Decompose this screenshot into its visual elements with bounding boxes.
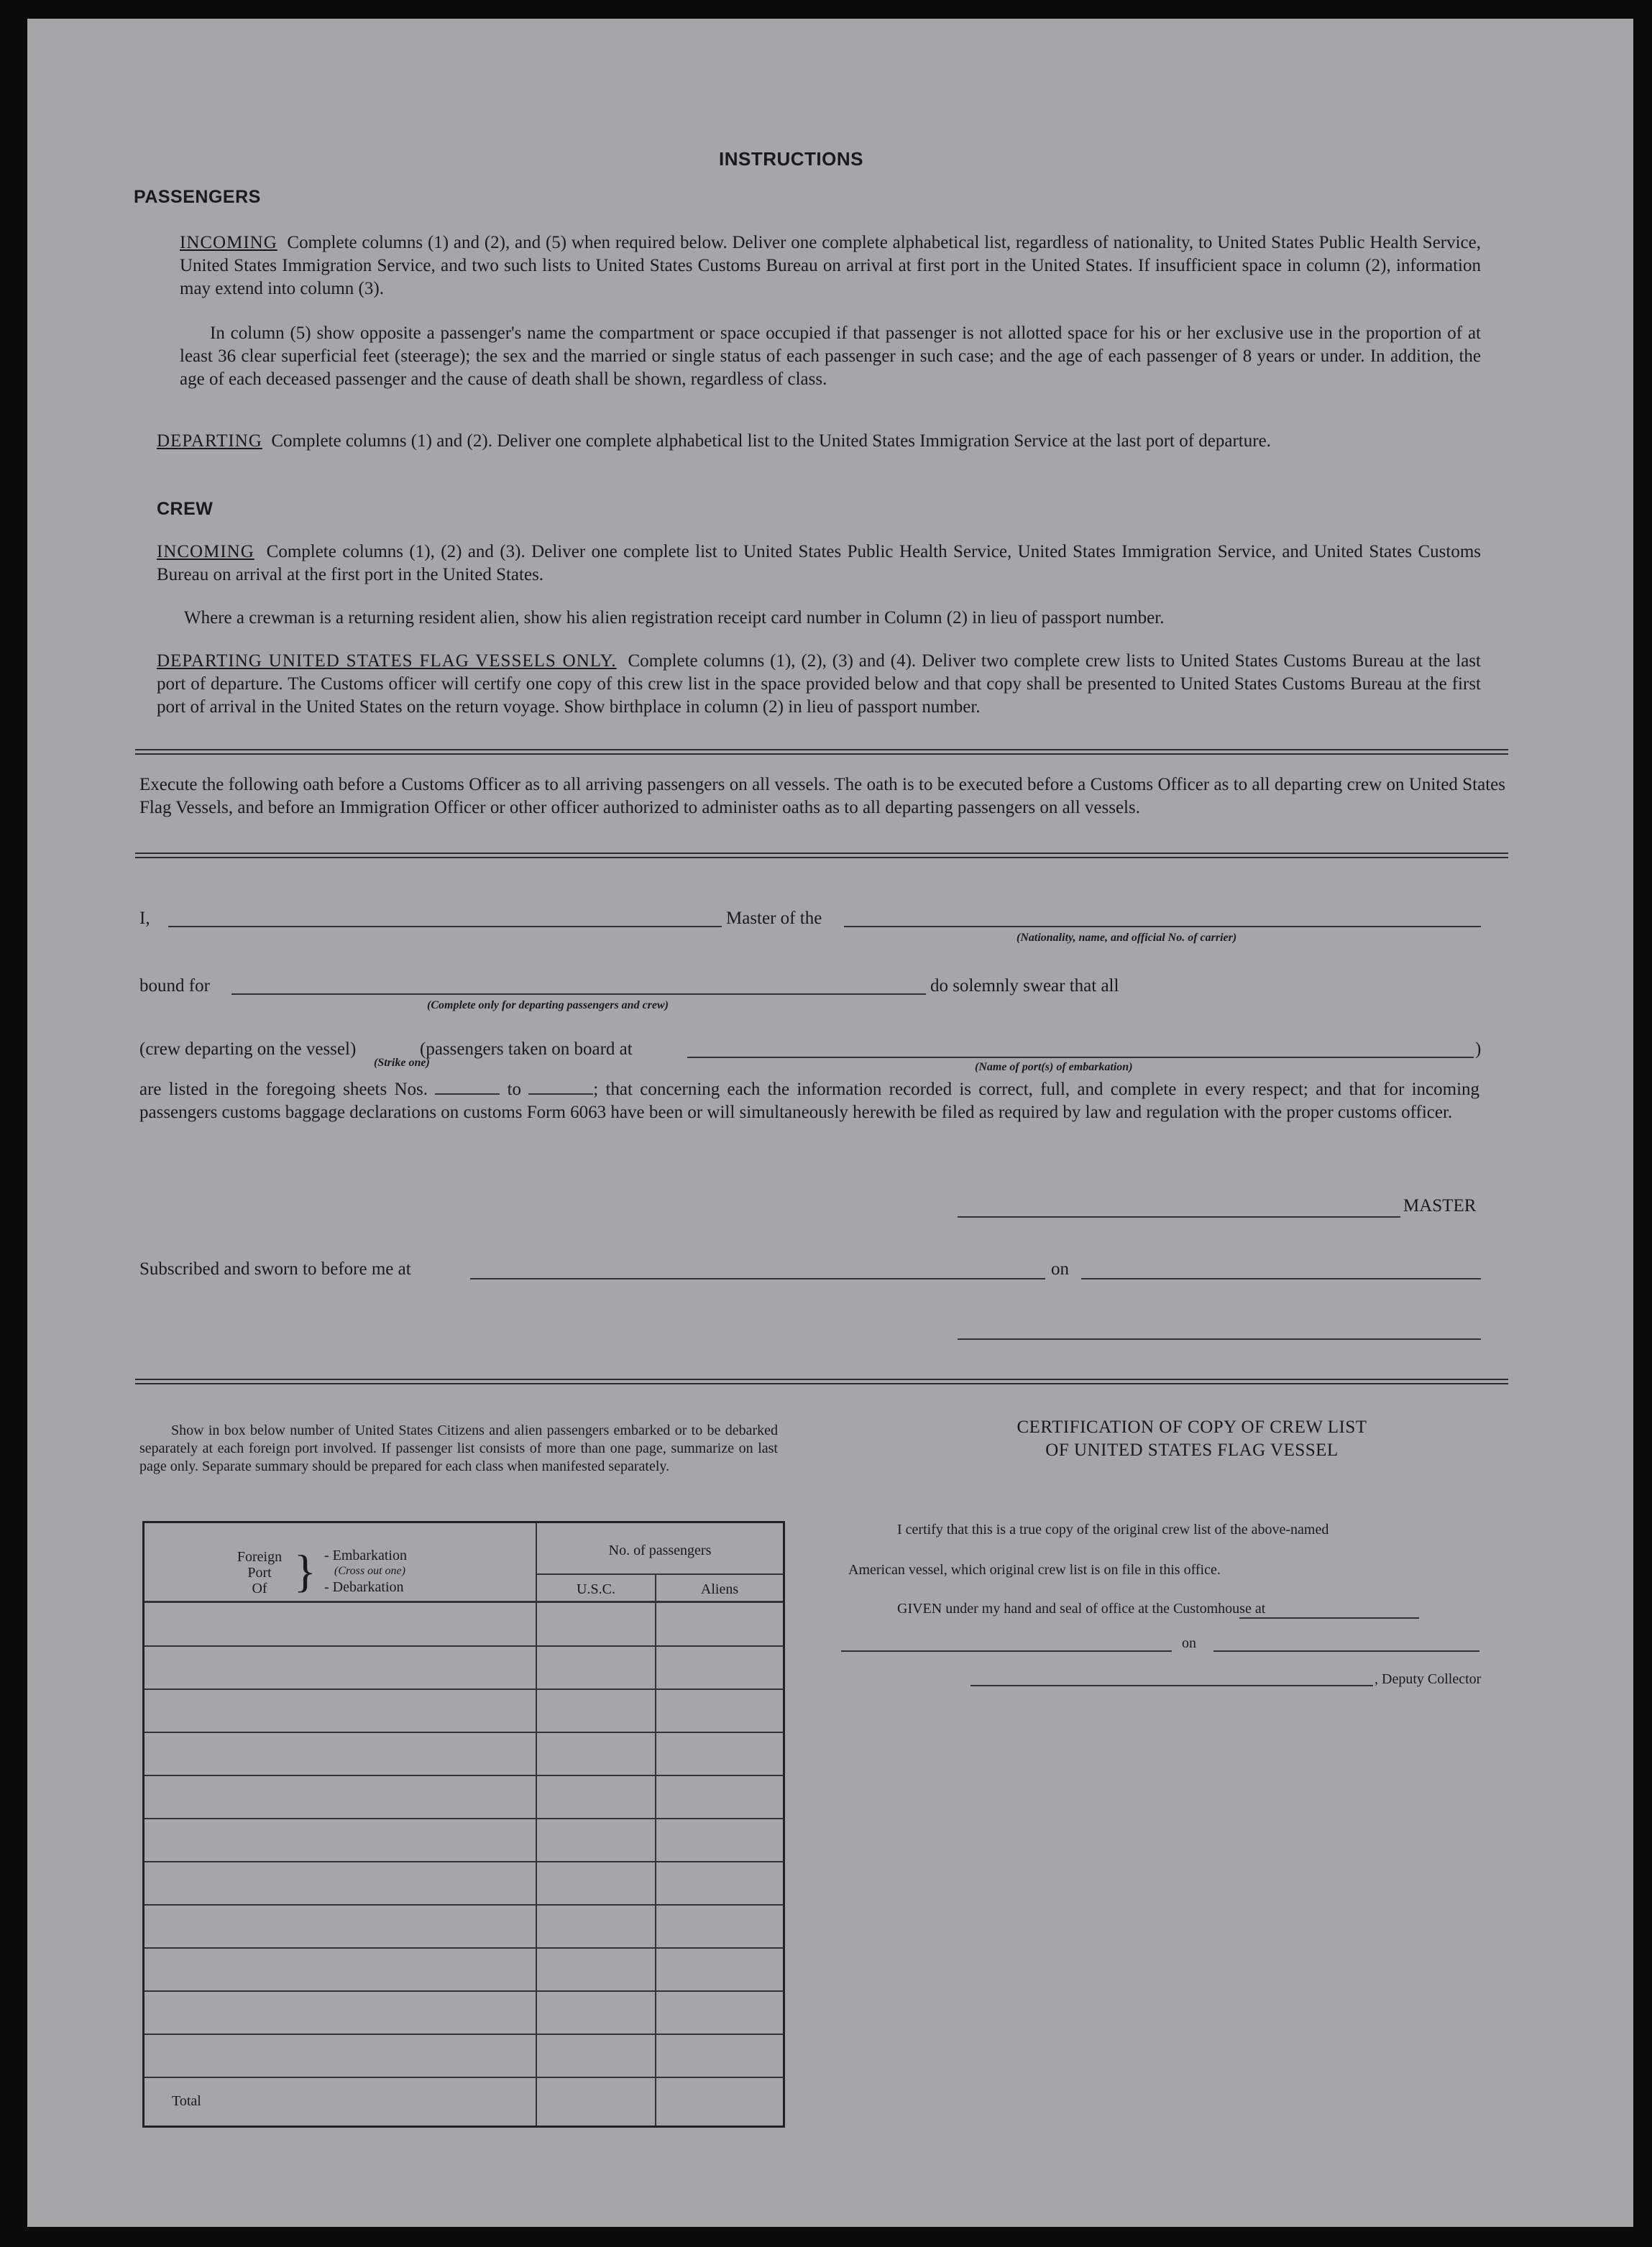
foreign-label: Foreign (237, 1549, 283, 1565)
crew-alien-paragraph: Where a crewman is a returning resident alien, show his alien registration receipt card number in Column (2) in lieu of passport number. (184, 608, 1165, 628)
deputy-signature-field[interactable] (970, 1685, 1373, 1686)
debarkation-label: - Debarkation (324, 1579, 404, 1595)
master-of-the-label: Master of the (726, 909, 822, 928)
carrier-caption: (Nationality, name, and official No. of carrier) (1017, 932, 1237, 944)
certification-date-field[interactable] (1213, 1650, 1479, 1652)
swear-text: do solemnly swear that all (930, 976, 1119, 996)
crew-departing-label: DEPARTING UNITED STATES FLAG VESSELS ONLY. (157, 651, 617, 671)
of-label: Of (252, 1581, 267, 1596)
sheet-to-field[interactable] (528, 1083, 593, 1095)
strike-one-caption: (Strike one) (374, 1057, 430, 1069)
officer-signature-field[interactable] (958, 1338, 1481, 1340)
passengers-incoming-label: INCOMING (180, 233, 277, 252)
customhouse-field[interactable] (1239, 1617, 1419, 1619)
total-label: Total (172, 2093, 201, 2109)
no-of-passengers-header: No. of passengers (608, 1543, 712, 1558)
divider (135, 857, 1508, 858)
sheet-from-field[interactable] (435, 1083, 500, 1095)
ports-caption: (Name of port(s) of embarkation) (975, 1061, 1133, 1073)
table-row (144, 1775, 783, 1776)
port-label: Port (247, 1565, 272, 1581)
table-col-divider (536, 1523, 537, 2126)
port-header (231, 1549, 288, 1596)
certification-place-field[interactable] (841, 1650, 1172, 1652)
passengers-incoming-paragraph (180, 231, 1481, 300)
oath-i: I, (139, 909, 150, 928)
crew-departing-text: Complete columns (1), (2), (3) and (4). Deliver two complete crew lists to United States Customs Bureau at the last port of departure. The Customs officer will certify one copy of this crew list in the space provided below and that copy shall be presented to United States Customs Bureau at the first port of arrival in the United States on the return voyage. Show birthplace in column (2) in lieu of passport number. (157, 651, 1481, 717)
crew-heading: CREW (157, 499, 214, 519)
summary-instructions: Show in box below number of United States Citizens and alien passengers embarked or to be debarked separately at each foreign port involved. If passenger list consists of more than one page, summarize on last page only. Separate summary should be prepared for each class when manifested separately. (139, 1423, 778, 1474)
master-name-field[interactable] (168, 926, 722, 927)
certify-line2: American vessel, which original crew list is on file in this office. (848, 1562, 1221, 1578)
divider (135, 853, 1508, 854)
table-row (144, 1947, 783, 1949)
subscribed-label: Subscribed and sworn to before me at (139, 1259, 411, 1279)
certification-title (962, 1416, 1422, 1462)
bound-caption: (Complete only for departing passengers and crew) (427, 999, 669, 1011)
listed-text-a: are listed in the foregoing sheets Nos. (139, 1080, 428, 1099)
carrier-field[interactable] (844, 926, 1481, 927)
certification-title-line1: CERTIFICATION OF COPY OF CREW LIST (1017, 1417, 1367, 1437)
subscribed-date-field[interactable] (1081, 1278, 1481, 1279)
passengers-incoming-text: Complete columns (1) and (2), and (5) when required below. Deliver one complete alphabetical list, regardless of nationality, to United States Public Health Service, United States Immigration Service, and two such lists to United States Customs Bureau on arrival at first port in the United States. If insufficient space in column (2), information may extend into column (3). (180, 233, 1481, 298)
table-row (144, 2034, 783, 2035)
table-header-bottom (144, 1601, 783, 1603)
summary-table (142, 1521, 785, 2128)
passengers-departing-label: DEPARTING (157, 431, 262, 451)
embarkation-label: - Embarkation (324, 1548, 407, 1563)
table-row (144, 1645, 783, 1647)
brace-icon: } (294, 1545, 316, 1596)
aliens-header: Aliens (700, 1581, 739, 1597)
given-line: GIVEN under my hand and seal of office at the Customhouse at (897, 1601, 1266, 1617)
close-paren: ) (1475, 1039, 1482, 1059)
divider (135, 1379, 1508, 1380)
divider (135, 749, 1508, 750)
bound-for-label: bound for (139, 976, 210, 996)
cross-out-caption: (Cross out one) (334, 1565, 405, 1577)
crew-departing-option: (crew departing on the vessel) (139, 1039, 357, 1059)
master-label: MASTER (1403, 1196, 1477, 1216)
divider (135, 1383, 1508, 1384)
divider (135, 753, 1508, 755)
crew-incoming-paragraph (157, 541, 1481, 587)
oath-intro: Execute the following oath before a Customs Officer as to all arriving passengers on all vessels. The oath is to be executed before a Customs Officer as to all departing crew on United States Flag Vessels, and before an Immigration Officer or other officer authorized to administer oaths as to all departing passengers on all vessels. (139, 775, 1505, 817)
table-row (144, 1990, 783, 1992)
passengers-column5-paragraph: In column (5) show opposite a passenger's name the compartment or space occupied if that passenger is not allotted space for his or her exclusive use in the proportion of at least 36 clear superficial feet (steerage); the sex and the married or single status of each passenger in such case; and the age of each passenger of 8 years or under. In addition, the age of each deceased passenger and the cause of death shall be shown, regardless of class. (180, 323, 1481, 389)
certify-line1: I certify that this is a true copy of the original crew list of the above-named (897, 1522, 1329, 1538)
page-title: INSTRUCTIONS (719, 148, 863, 170)
crew-incoming-label: INCOMING (157, 542, 254, 561)
passengers-departing-paragraph (157, 430, 1481, 453)
crew-departing-paragraph (157, 650, 1481, 719)
subscribed-place-field[interactable] (470, 1278, 1045, 1279)
table-row (144, 2077, 783, 2078)
passengers-taken-option: (passengers taken on board at (420, 1039, 633, 1059)
master-signature-field[interactable] (958, 1216, 1400, 1218)
listed-text-b: ; that concerning each the information recorded is correct, full, and complete in every respect; and that for incoming passengers customs baggage declarations on customs Form 6063 have been or will simultaneously herewith be filed as required by law and regulation with the proper customs officer. (139, 1080, 1480, 1122)
form-sheet (27, 19, 1633, 2227)
passengers-heading: PASSENGERS (134, 187, 261, 207)
subscribed-on-label: on (1051, 1259, 1069, 1279)
listed-to: to (507, 1080, 522, 1099)
table-row (144, 1904, 783, 1906)
table-row (144, 1818, 783, 1819)
listed-paragraph (139, 1078, 1479, 1124)
certification-title-line2: OF UNITED STATES FLAG VESSEL (1045, 1440, 1339, 1460)
embark-debark-header (324, 1548, 407, 1595)
table-header-divider (536, 1573, 783, 1575)
bound-for-field[interactable] (231, 993, 926, 995)
deputy-collector-label: , Deputy Collector (1375, 1671, 1482, 1687)
certification-on-label: on (1182, 1635, 1196, 1651)
table-row (144, 1861, 783, 1862)
crew-incoming-text: Complete columns (1), (2) and (3). Deliver one complete list to United States Public Health Service, United States Immigration Service, and United States Customs Bureau on arrival at the first port in the United States. (157, 542, 1481, 584)
table-row (144, 1732, 783, 1733)
table-row (144, 1688, 783, 1690)
embarkation-ports-field[interactable] (687, 1057, 1474, 1058)
table-col-divider (655, 1573, 656, 2126)
usc-header: U.S.C. (577, 1581, 615, 1597)
passengers-departing-text: Complete columns (1) and (2). Deliver one complete alphabetical list to the United States Immigration Service at the last port of departure. (271, 431, 1271, 451)
